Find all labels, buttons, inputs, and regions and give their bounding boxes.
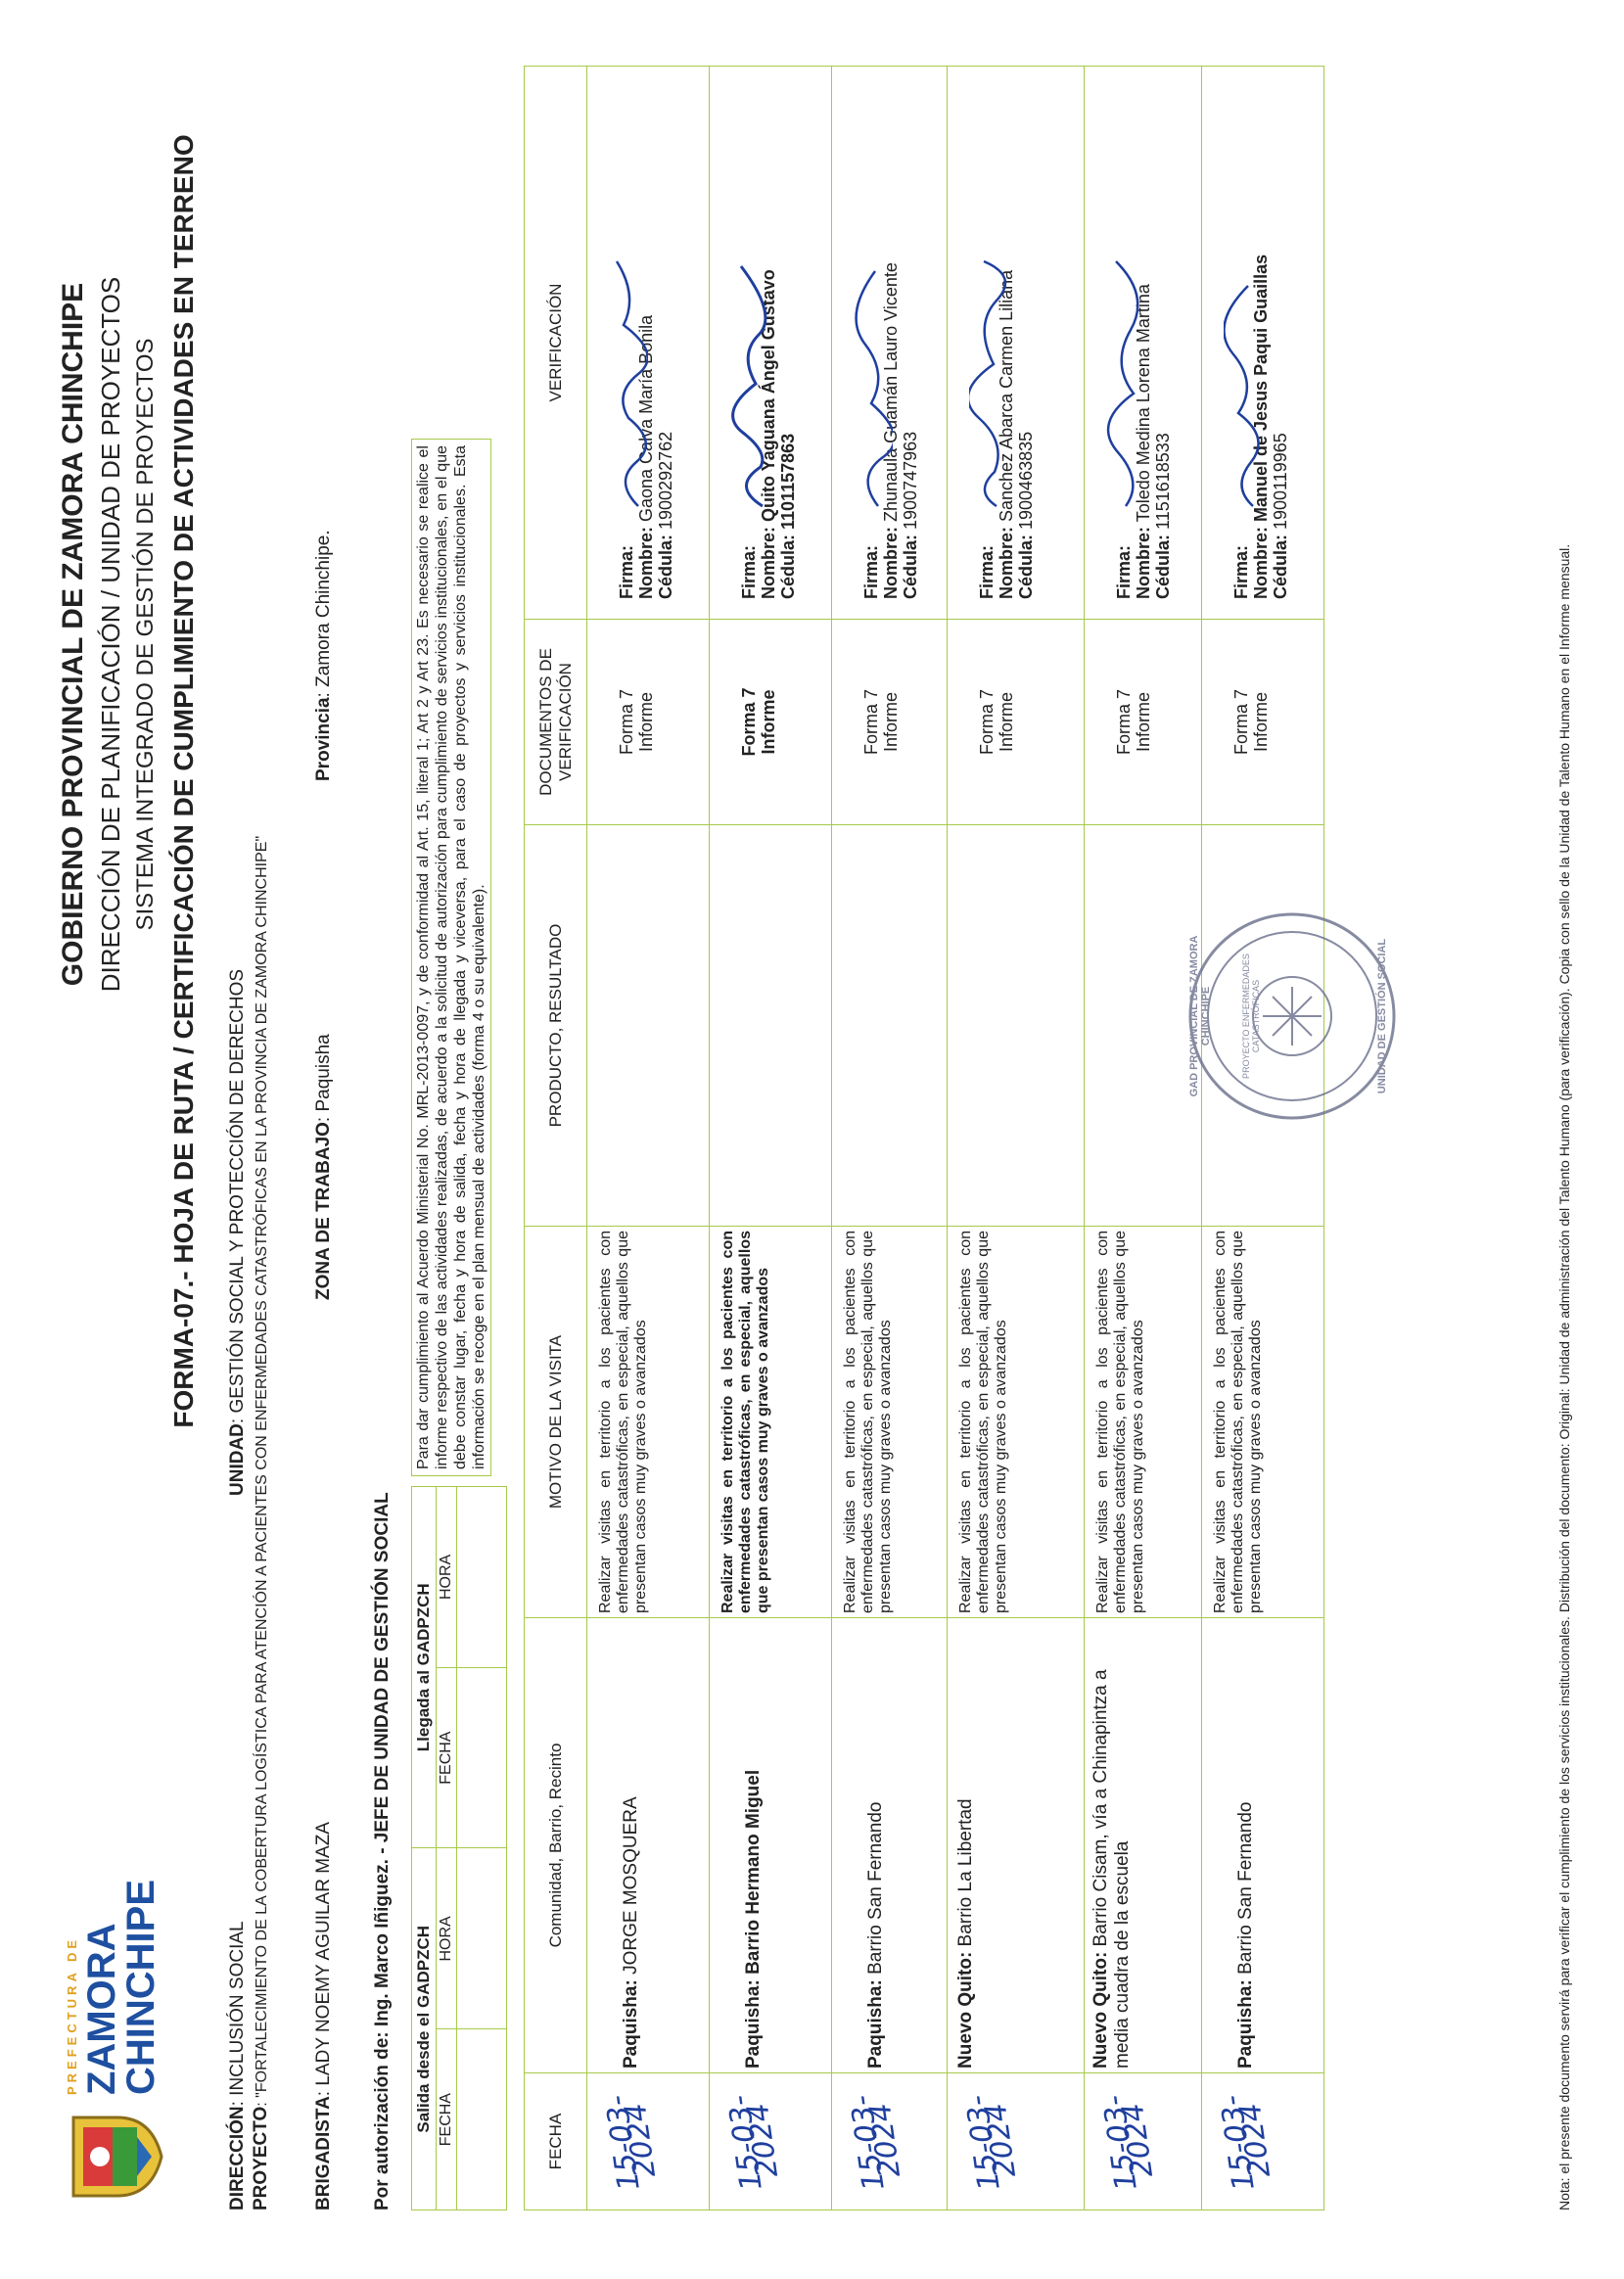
table-row [710, 67, 832, 2210]
official-stamp [1184, 908, 1400, 1124]
row-date: 15-03-2024 [1202, 2073, 1324, 2210]
col-verificacion: VERIFICACIÓN [525, 67, 587, 620]
row-motivo: Realizar visitas en territorio a los pacientes con enfermedades catastróficas, en especial, aquellos que presentan casos muy graves o avanzados [832, 1227, 948, 1618]
row-place: Nuevo Quito: Barrio Cisam, vía a Chinapintza a media cuadra de la escuela [1085, 1618, 1202, 2073]
row-verificacion [1202, 67, 1324, 620]
row-date: 15-03-2024 [587, 2073, 710, 2210]
row-documentos: Forma 7 Informe [1202, 620, 1324, 825]
title-forma: FORMA-07.- HOJA DE RUTA / CERTIFICACIÓN DE CUMPLIMIENTO DE ACTIVIDADES EN TERRENO [168, 134, 199, 1428]
llegada-hora-header: HORA [437, 1487, 457, 1668]
signature-scribble-icon [609, 256, 648, 511]
coat-of-arms-icon [59, 2103, 166, 2210]
cedula-line: Cédula: 1900119965 [1271, 433, 1290, 599]
col-documentos: DOCUMENTOS DE VERIFICACIÓN [525, 620, 587, 825]
cedula-line: Cédula: 1151618533 [1153, 433, 1173, 599]
nombre-line: Nombre: Sanchez Abarca Carmen Liliana [997, 269, 1016, 599]
col-fecha: FECHA [525, 2073, 587, 2210]
row-documentos: Forma 7 Informe [948, 620, 1085, 825]
col-comunidad: Comunidad, Barrio, Recinto [525, 1618, 587, 2073]
salida-llegada-table [411, 1486, 507, 2210]
col-producto: PRODUCTO, RESULTADO [525, 825, 587, 1227]
row-producto [587, 825, 710, 1227]
signature-line: Firma: [1114, 70, 1134, 599]
info-unidad: UNIDAD: GESTIÓN SOCIAL Y PROTECCIÓN DE DERECHOS [227, 968, 248, 1496]
cedula-line: Cédula: 1900463835 [1016, 431, 1036, 599]
row-verificacion [1085, 67, 1202, 620]
logo-line2: CHINCHIPE [119, 1879, 162, 2095]
row-documentos: Forma 7 Informe [587, 620, 710, 825]
llegada-fecha-header: FECHA [437, 1667, 457, 1848]
signature-scribble-icon [969, 256, 1008, 511]
table-row [1202, 67, 1324, 2210]
stamp-bottom-text: UNIDAD DE GESTIÓN SOCIAL [1376, 938, 1388, 1094]
row-documentos: Forma 7 Informe [832, 620, 948, 825]
salida-hora-cell [457, 1848, 507, 2029]
signature-line: Firma: [861, 70, 881, 599]
logo-top-text: PREFECTURA DE [65, 1935, 79, 2095]
row-verificacion [587, 67, 710, 620]
info-brigadista: BRIGADISTA: LADY NOEMY AGUILAR MAZA [313, 1822, 334, 2210]
salida-hora-header: HORA [437, 1848, 457, 2029]
row-place: Paquisha: JORGE MOSQUERA [587, 1618, 710, 2073]
signature-scribble-icon [1224, 256, 1263, 511]
title-sistema: SISTEMA INTEGRADO DE GESTIÓN DE PROYECTOS [132, 338, 159, 931]
row-verificacion [948, 67, 1085, 620]
prefectura-logo [59, 1879, 166, 2210]
table-row [1085, 67, 1202, 2210]
stamp-inner-text: PROYECTO ENFERMEDADES CATASTRÓFICAS [1241, 953, 1261, 1079]
info-direccion: DIRECCIÓN: INCLUSIÓN SOCIAL [227, 1921, 248, 2210]
info-autorizacion: Por autorización de: Ing. Marco Iñiguez. - JEFE DE UNIDAD DE GESTIÓN SOCIAL [372, 1492, 393, 2210]
title-direccion: DIRECCIÓN DE PLANIFICACIÓN / UNIDAD DE PROYECTOS [96, 276, 125, 993]
info-proyecto: PROYECTO: "FORTALECIMIENTO DE LA COBERTURA LOGÍSTICA PARA ATENCIÓN A PACIENTES CON ENFERMEDADES CATASTRÓFICAS EN LA PROVINCIA DE ZAMORA CHINCHIPE" [251, 835, 271, 2210]
row-motivo: Realizar visitas en territorio a los pacientes con enfermedades catastróficas, en especial, aquellos que presentan casos muy graves o avanzados [1085, 1227, 1202, 1618]
signature-line: Firma: [1231, 70, 1251, 599]
salida-fecha-header: FECHA [437, 2029, 457, 2210]
row-place: Paquisha: Barrio Hermano Miguel [710, 1618, 832, 2073]
salida-header: Salida desde el GADPZCH [412, 1848, 437, 2210]
title-gobierno: GOBIERNO PROVINCIAL DE ZAMORA CHINCHIPE [57, 282, 89, 987]
row-motivo: Realizar visitas en territorio a los pacientes con enfermedades catastróficas, en especial, aquellos que presentan casos muy graves o avanzados [948, 1227, 1085, 1618]
row-place: Nuevo Quito: Barrio La Libertad [948, 1618, 1085, 2073]
table-row [948, 67, 1085, 2210]
signature-scribble-icon [731, 256, 770, 511]
row-place: Paquisha: Barrio San Fernando [832, 1618, 948, 2073]
row-verificacion [832, 67, 948, 620]
logo-line1: ZAMORA [80, 1923, 123, 2095]
row-verificacion [710, 67, 832, 620]
col-motivo: MOTIVO DE LA VISITA [525, 1227, 587, 1618]
table-row [587, 67, 710, 2210]
row-date: 15-03-2024 [948, 2073, 1085, 2210]
row-place: Paquisha: Barrio San Fernando [1202, 1618, 1324, 2073]
llegada-fecha-cell [457, 1667, 507, 1848]
nombre-line: Nombre: Toledo Medina Lorena Martina [1134, 284, 1153, 599]
signature-line: Firma: [617, 70, 636, 599]
row-motivo: Realizar visitas en territorio a los pacientes con enfermedades catastróficas, en especial, aquellos que presentan casos muy graves o avanzados [587, 1227, 710, 1618]
cedula-line: Cédula: 1101157863 [778, 433, 798, 599]
footer-note: Nota: el presente documento servirá para verificar el cumplimiento de los servicios institucionales. Distribución del documento: Original: Unidad de administración del Talento Humano (para verificación). Copia con sello de la Unidad de Talento Humano en el Informe mensual. [1556, 543, 1572, 2210]
table-row [832, 67, 948, 2210]
activities-table [524, 66, 1324, 2210]
stamp-ring-text: GAD PROVINCIAL DE ZAMORA CHINCHIPE [1188, 935, 1212, 1097]
legal-note: Para dar cumplimiento al Acuerdo Ministerial No. MRL-2013-0097, y de conformidad al Art. 15, literal 1; Art 2 y Art 23. Es necesario se realice el informe respectivo de las actividades realizadas, de acuerdo a la solicitud de autorización para cumplimiento de servicios institucionales, en el que debe constar lugar, fecha y hora de salida, fecha y hora de llegada y viceversa, para el caso de proyectos y servicios institucionales. Esta información se recoge en el plan mensual de actividades (forma 4 o su equivalente). [411, 439, 491, 1476]
llegada-hora-cell [457, 1487, 507, 1668]
info-provincia: Provincia: Zamora Chinchipe. [313, 530, 334, 781]
row-documentos: Forma 7 Informe [710, 620, 832, 825]
info-zona: ZONA DE TRABAJO: Paquisha [313, 1034, 334, 1300]
row-date: 15-03-2024 [832, 2073, 948, 2210]
row-producto [948, 825, 1085, 1227]
llegada-header: Llegada al GADPZCH [412, 1487, 437, 1849]
row-date: 15-03-2024 [710, 2073, 832, 2210]
row-producto [832, 825, 948, 1227]
stamp-seal-icon [1184, 908, 1400, 1124]
signature-line: Firma: [739, 70, 759, 599]
nombre-line: Nombre: Quito Yaguana Ángel Gustavo [759, 269, 778, 599]
nombre-line: Nombre: Gaona Calva María Bonila [636, 314, 656, 599]
nombre-line: Nombre: Manuel de Jesus Paqui Guaillas [1251, 254, 1271, 599]
cedula-line: Cédula: 1900747963 [901, 431, 920, 599]
row-date: 15-03-2024 [1085, 2073, 1202, 2210]
signature-scribble-icon [854, 256, 893, 511]
nombre-line: Nombre: Zhunaula Guamán Lauro Vicente [881, 262, 901, 599]
row-motivo: Realizar visitas en territorio a los pacientes con enfermedades catastróficas, en especial, aquellos que presentan casos muy graves o avanzados [710, 1227, 832, 1618]
row-producto [710, 825, 832, 1227]
signature-scribble-icon [1106, 256, 1145, 511]
cedula-line: Cédula: 1900292762 [656, 431, 675, 599]
signature-line: Firma: [977, 70, 997, 599]
row-motivo: Realizar visitas en territorio a los pacientes con enfermedades catastróficas, en especial, aquellos que presentan casos muy graves o avanzados [1202, 1227, 1324, 1618]
salida-fecha-cell [457, 2029, 507, 2210]
row-documentos: Forma 7 Informe [1085, 620, 1202, 825]
